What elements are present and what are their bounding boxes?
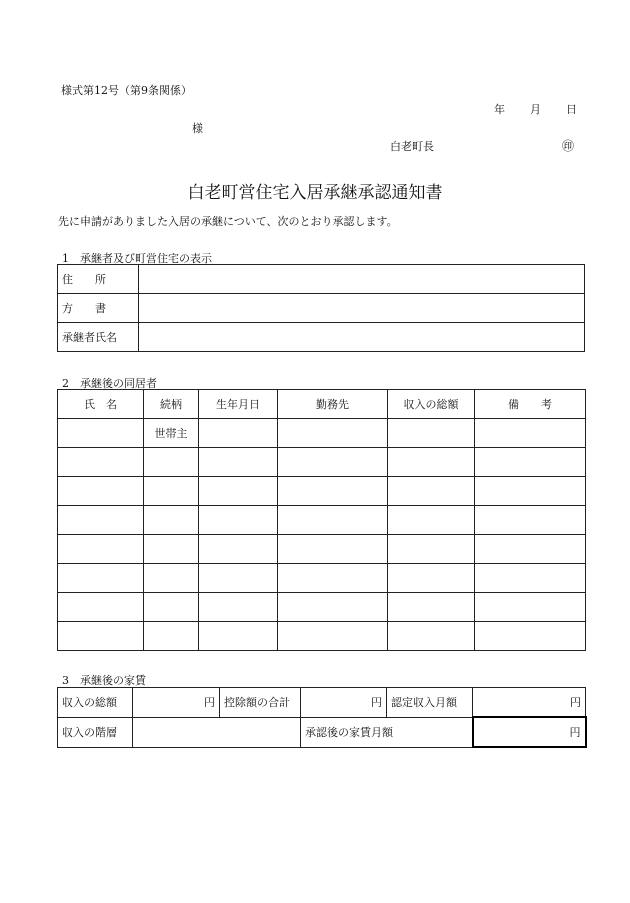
table-row [58,622,586,651]
cell[interactable] [199,622,278,651]
table-row [58,323,585,352]
cell[interactable] [58,535,144,564]
cell[interactable] [58,448,144,477]
cell[interactable] [58,419,144,448]
form-number: 様式第12号（第9条関係） [61,84,192,97]
cell[interactable] [388,477,475,506]
cell[interactable] [278,419,388,448]
successor-name-value[interactable] [139,323,585,352]
cell[interactable] [475,593,586,622]
address-value[interactable] [139,265,585,294]
cell[interactable] [58,477,144,506]
cell[interactable] [388,535,475,564]
income-tier-value[interactable] [133,717,301,747]
cell[interactable] [58,593,144,622]
cell[interactable] [475,419,586,448]
cell[interactable] [58,564,144,593]
issuer-name: 白老町長 [390,140,434,153]
cell[interactable] [199,564,278,593]
rent-table [57,687,587,748]
table-row [58,294,585,323]
table-row [58,477,586,506]
date-year-label: 年 [494,103,505,116]
cell[interactable] [475,477,586,506]
cell[interactable] [388,506,475,535]
date-day-label: 日 [566,103,577,116]
header-workplace: 勤務先 [278,390,388,419]
cell[interactable] [388,622,475,651]
rent-after-label: 承認後の家賃月額 [301,717,473,747]
katagaki-value[interactable] [139,294,585,323]
section1-heading: 1 承継者及び町営住宅の表示 [62,252,212,265]
relation-head-of-household: 世帯主 [144,419,199,448]
section2-heading: 2 承継後の同居者 [62,377,157,390]
cell[interactable] [278,593,388,622]
cell[interactable] [278,448,388,477]
cell[interactable] [199,419,278,448]
table-row [58,448,586,477]
table-row [58,717,586,747]
table-header-row [58,390,586,419]
cell[interactable] [144,564,199,593]
header-birthdate: 生年月日 [199,390,278,419]
cell[interactable] [475,535,586,564]
cell[interactable] [58,622,144,651]
income-tier-label: 収入の階層 [58,717,133,747]
rent-after-value[interactable]: 円 [473,717,586,747]
date-month-label: 月 [530,103,541,116]
table-row [58,535,586,564]
table-row [58,593,586,622]
header-total-income: 収入の総額 [388,390,475,419]
successor-name-label: 承継者氏名 [58,323,139,352]
approved-monthly-income-value[interactable]: 円 [473,688,586,718]
deduction-label: 控除額の合計 [220,688,301,718]
cell[interactable] [475,622,586,651]
document-title: 白老町営住宅入居承継承認通知書 [187,183,443,203]
table-row [58,688,586,718]
cell[interactable] [388,564,475,593]
header-name: 氏 名 [58,390,144,419]
intro-text: 先に申請がありました入居の承継について、次のとおり承認します。 [58,215,398,228]
cell[interactable] [199,448,278,477]
household-table [57,389,586,651]
cell[interactable] [144,477,199,506]
cell[interactable] [278,622,388,651]
cell[interactable] [199,506,278,535]
table-row [58,419,586,448]
table-row [58,564,586,593]
total-income-value[interactable]: 円 [133,688,220,718]
cell[interactable] [475,506,586,535]
cell[interactable] [475,564,586,593]
successor-table [57,264,585,352]
section3-heading: 3 承継後の家賃 [62,674,146,687]
cell[interactable] [475,448,586,477]
cell[interactable] [199,593,278,622]
cell[interactable] [144,448,199,477]
cell[interactable] [144,622,199,651]
seal-mark: ㊞ [562,139,575,153]
cell[interactable] [144,535,199,564]
cell[interactable] [144,506,199,535]
header-remarks: 備 考 [475,390,586,419]
cell[interactable] [278,535,388,564]
cell[interactable] [278,564,388,593]
table-row [58,506,586,535]
cell[interactable] [144,593,199,622]
cell[interactable] [199,477,278,506]
cell[interactable] [388,448,475,477]
approved-monthly-income-label: 認定収入月額 [387,688,473,718]
cell[interactable] [388,593,475,622]
cell[interactable] [278,506,388,535]
total-income-label: 収入の総額 [58,688,133,718]
cell[interactable] [199,535,278,564]
cell[interactable] [278,477,388,506]
katagaki-label: 方 書 [58,294,139,323]
header-relation: 続柄 [144,390,199,419]
cell[interactable] [58,506,144,535]
table-row [58,265,585,294]
recipient-honorific: 様 [192,122,203,135]
address-label: 住 所 [58,265,139,294]
deduction-value[interactable]: 円 [301,688,387,718]
cell[interactable] [388,419,475,448]
